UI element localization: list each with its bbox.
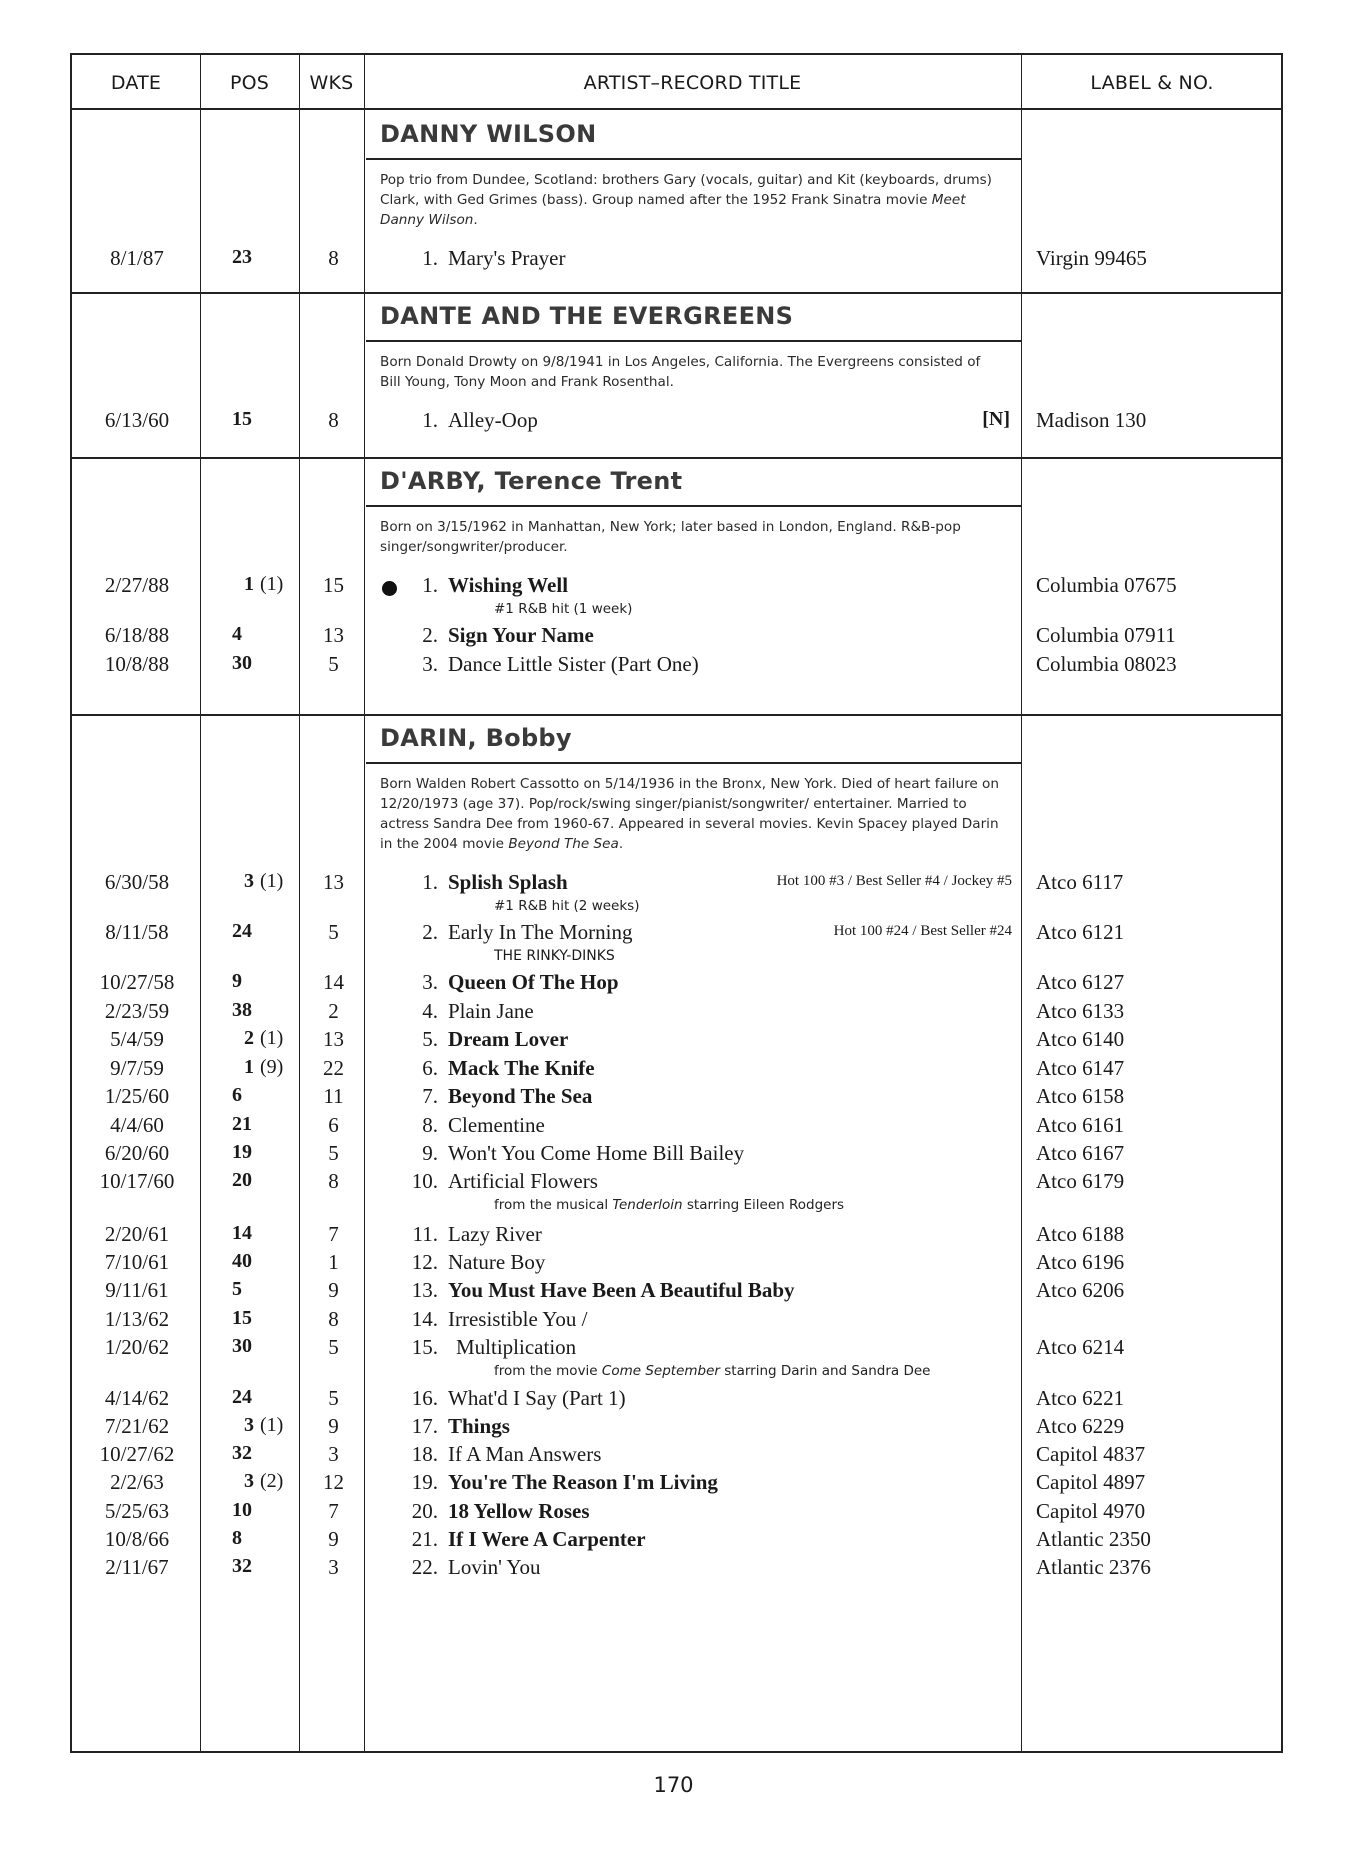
record-date: 2/20/61 (104, 1222, 170, 1246)
record-label-number: Capitol 4837 (1036, 1442, 1146, 1466)
record-date: 2/27/88 (104, 573, 170, 597)
record-title: If I Were A Carpenter (448, 1527, 646, 1551)
record-label-number: Atco 6214 (1036, 1335, 1125, 1359)
record-note: #1 R&B hit (1 week) (494, 601, 633, 617)
note-text: from the movie (494, 1363, 602, 1379)
record-note (494, 1197, 844, 1213)
record-title: Wishing Well (448, 573, 569, 597)
record-label-number: Atco 6206 (1036, 1278, 1125, 1302)
record-title: Dream Lover (448, 1027, 569, 1051)
record-date: 5/25/63 (104, 1499, 170, 1523)
record-date: 6/20/60 (104, 1141, 170, 1165)
record-label-number: Atco 6188 (1036, 1222, 1125, 1246)
record-date: 9/11/61 (105, 1278, 169, 1302)
chart-positions: Hot 100 #3 / Best Seller #4 / Jockey #5 (776, 873, 1012, 889)
record-title: Dance Little Sister (Part One) (448, 652, 699, 676)
record-title: Lazy River (448, 1222, 542, 1246)
record-number: 17. (411, 1414, 438, 1438)
record-date: 6/13/60 (104, 408, 170, 432)
record-date: 1/13/62 (104, 1307, 170, 1331)
record-label-number: Atco 6140 (1036, 1027, 1125, 1051)
peak-value: 1 (244, 1056, 254, 1078)
record-row (72, 1278, 1285, 1308)
record-label-number: Atco 6179 (1036, 1169, 1125, 1193)
note-text: starring Eileen Rodgers (682, 1197, 845, 1213)
record-row (72, 1113, 1285, 1143)
record-date: 9/7/59 (110, 1056, 164, 1080)
record-weeks: 9 (328, 1527, 339, 1551)
record-weeks: 5 (328, 920, 339, 944)
artist-block (366, 714, 1022, 854)
chart-table (70, 53, 1283, 1753)
record-number: 1. (422, 246, 438, 270)
record-row (72, 1307, 1285, 1337)
peak-value: 24 (232, 1386, 252, 1408)
record-date: 2/2/63 (110, 1470, 164, 1494)
record-title: Lovin' You (448, 1555, 541, 1579)
bio-italic: Beyond The Sea (508, 836, 619, 852)
record-date: 10/27/62 (99, 1442, 175, 1466)
artist-block (366, 110, 1022, 230)
record-number: 8. (422, 1113, 438, 1137)
header-pos: POS (229, 71, 270, 94)
record-number: 1. (422, 870, 438, 894)
record-row (72, 870, 1285, 914)
record-weeks: 8 (328, 246, 339, 270)
record-tag: [N] (982, 408, 1010, 430)
record-note (494, 1363, 930, 1379)
artist-bio (366, 764, 1022, 854)
peak-value: 9 (232, 970, 242, 992)
record-label-number: Madison 130 (1036, 408, 1147, 432)
record-label-number: Capitol 4897 (1036, 1470, 1146, 1494)
record-row (72, 999, 1285, 1029)
header-artist-record-title: ARTIST–RECORD TITLE (583, 71, 802, 94)
record-weeks: 7 (328, 1499, 339, 1523)
record-weeks: 6 (328, 1113, 339, 1137)
record-date: 10/8/66 (104, 1527, 170, 1551)
record-weeks: 8 (328, 1169, 339, 1193)
record-row (72, 1169, 1285, 1213)
artist-block (366, 292, 1022, 392)
note-italic: Tenderloin (612, 1197, 683, 1213)
peak-value: 20 (232, 1169, 252, 1191)
record-row (72, 1470, 1285, 1500)
peak-value: 5 (232, 1278, 242, 1300)
bio-text: Born Walden Robert Cassotto on 5/14/1936 in the Bronx, New York. Died of heart failure on 12/20/1973 (age 37). Pop/rock/swing singer/pianist/songwriter/ entertainer. Married to actress Sandra Dee from 1960-67. Appeared in several movies. Kevin Spacey played Darin in the 2004 movie (380, 776, 999, 852)
record-number: 22. (411, 1555, 438, 1579)
note-text: from the musical (494, 1197, 613, 1213)
artist-name: DANNY WILSON (366, 110, 1022, 160)
record-label-number: Atco 6133 (1036, 999, 1125, 1023)
record-title: Queen Of The Hop (448, 970, 619, 994)
record-title: Nature Boy (448, 1250, 546, 1274)
record-date: 7/10/61 (104, 1250, 170, 1274)
peak-value: 40 (232, 1250, 252, 1272)
record-date: 1/25/60 (104, 1084, 170, 1108)
record-label-number: Atco 6167 (1036, 1141, 1125, 1165)
record-weeks: 3 (328, 1555, 339, 1579)
artist-bio (366, 342, 1022, 392)
record-number: 1. (422, 408, 438, 432)
peak-value: 24 (232, 920, 252, 942)
record-weeks: 5 (328, 1141, 339, 1165)
record-title: You Must Have Been A Beautiful Baby (448, 1278, 795, 1302)
record-title: Sign Your Name (448, 623, 594, 647)
record-weeks: 12 (323, 1470, 344, 1494)
record-number: 15. (411, 1335, 438, 1359)
record-title: 18 Yellow Roses (448, 1499, 590, 1523)
record-label-number: Atco 6161 (1036, 1113, 1125, 1137)
record-date: 8/11/58 (105, 920, 169, 944)
record-title: Alley-Oop (448, 408, 538, 432)
record-weeks: 9 (328, 1414, 339, 1438)
artist-name: DARIN, Bobby (366, 714, 1022, 764)
note-italic: Come September (601, 1363, 720, 1379)
record-row (72, 408, 1285, 438)
peak-value: 38 (232, 999, 252, 1021)
weeks-at-peak: (1) (260, 573, 284, 595)
record-date: 7/21/62 (104, 1414, 170, 1438)
artist-block (366, 457, 1022, 557)
record-number: 7. (422, 1084, 438, 1108)
artist-bio (366, 160, 1022, 230)
record-weeks: 13 (323, 870, 344, 894)
record-number: 18. (411, 1442, 438, 1466)
record-number: 3. (422, 970, 438, 994)
record-number: 5. (422, 1027, 438, 1051)
peak-value: 6 (232, 1084, 242, 1106)
artist-name: DANTE AND THE EVERGREENS (366, 292, 1022, 342)
record-date: 10/27/58 (99, 970, 175, 994)
bio-text: . (618, 836, 624, 852)
record-label-number: Columbia 07675 (1036, 573, 1177, 597)
record-weeks: 5 (328, 1386, 339, 1410)
record-title: Artificial Flowers (448, 1169, 598, 1193)
record-title: Clementine (448, 1113, 545, 1137)
record-label-number: Atco 6117 (1036, 870, 1124, 894)
record-weeks: 8 (328, 408, 339, 432)
peak-value: 32 (232, 1442, 252, 1464)
record-weeks: 2 (328, 999, 339, 1023)
record-label-number: Atco 6196 (1036, 1250, 1125, 1274)
record-weeks: 3 (328, 1442, 339, 1466)
record-row (72, 1527, 1285, 1557)
record-date: 1/20/62 (104, 1335, 170, 1359)
record-number: 19. (411, 1470, 438, 1494)
record-row (72, 246, 1285, 276)
record-date: 6/30/58 (104, 870, 170, 894)
record-date: 2/11/67 (105, 1555, 169, 1579)
record-label-number: Atco 6221 (1036, 1386, 1125, 1410)
record-date: 6/18/88 (104, 623, 170, 647)
peak-value: 3 (244, 870, 254, 892)
record-label-number: Capitol 4970 (1036, 1499, 1146, 1523)
record-number: 10. (411, 1169, 438, 1193)
record-subartist: THE RINKY-DINKS (494, 948, 615, 964)
record-row (72, 1414, 1285, 1444)
record-title: Splish Splash (448, 870, 568, 894)
record-row (72, 652, 1285, 682)
peak-value: 8 (232, 1527, 242, 1549)
record-label-number: Atco 6127 (1036, 970, 1125, 994)
record-number: 11. (412, 1222, 438, 1246)
record-row (72, 1056, 1285, 1086)
weeks-at-peak: (1) (260, 1414, 284, 1436)
peak-value: 19 (232, 1141, 252, 1163)
record-number: 6. (422, 1056, 438, 1080)
weeks-at-peak: (2) (260, 1470, 284, 1492)
peak-value: 1 (244, 573, 254, 595)
record-weeks: 9 (328, 1278, 339, 1302)
record-date: 8/1/87 (110, 246, 164, 270)
record-title: Mack The Knife (448, 1056, 595, 1080)
record-weeks: 11 (323, 1084, 344, 1108)
artist-name: D'ARBY, Terence Trent (366, 457, 1022, 507)
record-date: 4/14/62 (104, 1386, 170, 1410)
record-row (72, 1084, 1285, 1114)
record-date: 10/17/60 (99, 1169, 175, 1193)
bio-text: Born Donald Drowty on 9/8/1941 in Los Angeles, California. The Evergreens consisted of Bill Young, Tony Moon and Frank Rosenthal. (380, 354, 981, 390)
peak-value: 30 (232, 1335, 252, 1357)
header-label-no: LABEL & NO. (1090, 71, 1214, 94)
record-label-number: Virgin 99465 (1036, 246, 1147, 270)
peak-value: 4 (232, 623, 242, 645)
record-row (72, 1442, 1285, 1472)
record-row (72, 920, 1285, 964)
peak-value: 15 (232, 1307, 252, 1329)
record-weeks: 5 (328, 652, 339, 676)
record-date: 2/23/59 (104, 999, 170, 1023)
record-label-number: Atco 6147 (1036, 1056, 1125, 1080)
record-weeks: 22 (323, 1056, 344, 1080)
record-number: 9. (422, 1141, 438, 1165)
record-label-number: Atlantic 2376 (1036, 1555, 1151, 1579)
record-title: What'd I Say (Part 1) (448, 1386, 626, 1410)
record-row (72, 1499, 1285, 1529)
record-weeks: 8 (328, 1307, 339, 1331)
bio-text: Pop trio from Dundee, Scotland: brothers Gary (vocals, guitar) and Kit (keyboards, drums) Clark, with Ged Grimes (bass). Group named after the 1952 Frank Sinatra movie (380, 172, 992, 208)
record-title: Things (448, 1414, 510, 1438)
record-number: 12. (411, 1250, 438, 1274)
record-label-number: Columbia 08023 (1036, 652, 1177, 676)
record-weeks: 5 (328, 1335, 339, 1359)
record-number: 4. (422, 999, 438, 1023)
record-title: Multiplication (456, 1335, 577, 1359)
peak-value: 23 (232, 246, 252, 268)
record-weeks: 7 (328, 1222, 339, 1246)
peak-value: 14 (232, 1222, 252, 1244)
chart-positions: Hot 100 #24 / Best Seller #24 (833, 923, 1012, 939)
record-number: 21. (411, 1527, 438, 1551)
header-date: DATE (110, 71, 162, 94)
record-label-number: Atco 6158 (1036, 1084, 1125, 1108)
record-label-number: Atlantic 2350 (1036, 1527, 1151, 1551)
record-weeks: 1 (328, 1250, 339, 1274)
record-title: Beyond The Sea (448, 1084, 593, 1108)
peak-value: 30 (232, 652, 252, 674)
record-weeks: 14 (323, 970, 344, 994)
artist-bio (366, 507, 1022, 557)
record-number: 14. (411, 1307, 438, 1331)
peak-value: 21 (232, 1113, 252, 1135)
bio-text: Born on 3/15/1962 in Manhattan, New York; later based in London, England. R&B-pop singer/songwriter/producer. (380, 519, 961, 555)
record-row (72, 1555, 1285, 1585)
bio-text: . (473, 212, 478, 228)
record-weeks: 15 (323, 573, 344, 597)
record-row (72, 1222, 1285, 1252)
header-wks: WKS (309, 71, 354, 94)
record-number: 2. (422, 920, 438, 944)
record-row (72, 1250, 1285, 1280)
record-row (72, 573, 1285, 617)
record-date: 4/4/60 (110, 1113, 164, 1137)
weeks-at-peak: (1) (260, 870, 284, 892)
record-date: 5/4/59 (110, 1027, 164, 1051)
record-note: #1 R&B hit (2 weeks) (494, 898, 640, 914)
record-row (72, 1386, 1285, 1416)
record-title: Irresistible You / (448, 1307, 588, 1331)
record-weeks: 13 (323, 1027, 344, 1051)
record-title: Early In The Morning (448, 920, 633, 944)
record-title: Mary's Prayer (448, 246, 566, 270)
record-row (72, 1335, 1285, 1379)
record-weeks: 13 (323, 623, 344, 647)
weeks-at-peak: (1) (260, 1027, 284, 1049)
peak-value: 10 (232, 1499, 252, 1521)
record-number: 3. (422, 652, 438, 676)
record-title: You're The Reason I'm Living (448, 1470, 718, 1494)
peak-value: 32 (232, 1555, 252, 1577)
record-title: If A Man Answers (448, 1442, 602, 1466)
record-row (72, 623, 1285, 653)
record-title: Won't You Come Home Bill Bailey (448, 1141, 745, 1165)
note-text: starring Darin and Sandra Dee (719, 1363, 931, 1379)
peak-value: 3 (244, 1414, 254, 1436)
page-number: 170 (653, 1773, 694, 1797)
record-label-number: Atco 6121 (1036, 920, 1125, 944)
record-label-number: Atco 6229 (1036, 1414, 1125, 1438)
peak-value: 15 (232, 408, 252, 430)
record-row (72, 1027, 1285, 1057)
weeks-at-peak: (9) (260, 1056, 284, 1078)
record-number: 13. (411, 1278, 438, 1302)
record-row (72, 1141, 1285, 1171)
record-date: 10/8/88 (104, 652, 170, 676)
record-number: 16. (411, 1386, 438, 1410)
peak-value: 2 (244, 1027, 254, 1049)
record-number: 1. (422, 573, 438, 597)
record-title: Plain Jane (448, 999, 534, 1023)
record-row (72, 970, 1285, 1000)
peak-value: 3 (244, 1470, 254, 1492)
bio-italic: Meet Danny Wilson (380, 192, 966, 228)
record-label-number: Columbia 07911 (1036, 623, 1176, 647)
record-number: 2. (422, 623, 438, 647)
gold-record-bullet-icon (382, 581, 397, 596)
record-number: 20. (411, 1499, 438, 1523)
